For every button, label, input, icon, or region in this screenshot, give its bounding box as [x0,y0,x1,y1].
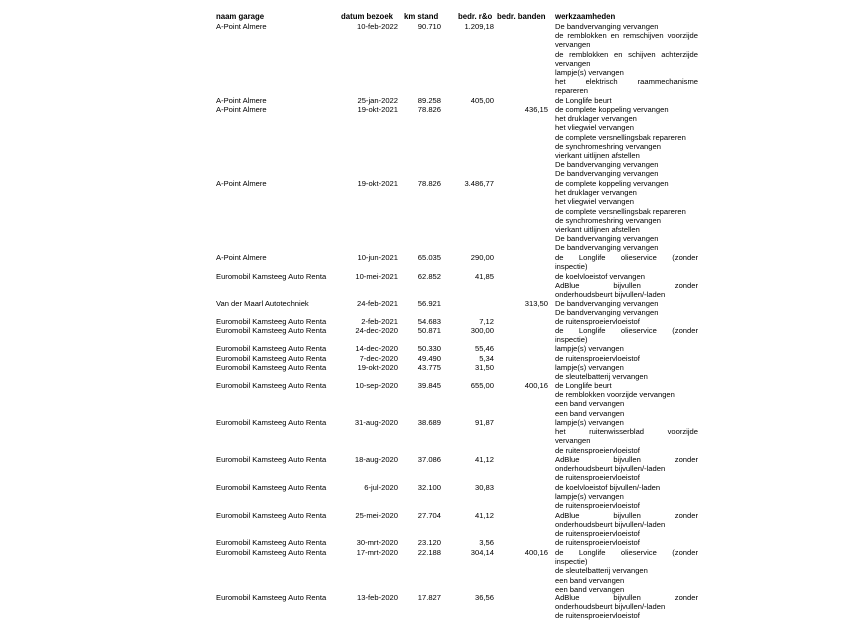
cell-datum: 10-mei-2021 [355,272,398,281]
werk-line: de Longlife beurt [555,381,612,390]
werk-line: het vliegwiel vervangen [555,197,634,207]
cell-datum: 30-mrt-2020 [356,538,398,547]
cell-ro: 405,00 [470,96,494,105]
werk-line: lampje(s) vervangen [555,363,624,372]
cell-ro: 41,85 [474,272,494,281]
cell-werkzaamheden [555,548,698,594]
header-garage: naam garage [216,12,265,21]
cell-banden: 400,16 [524,548,548,557]
werk-line: De bandvervanging vervangen [555,22,659,31]
cell-datum: 7-dec-2020 [359,354,398,363]
werk-line: een band vervangen [555,408,625,418]
werk-line: het vliegwiel vervangen [555,123,634,133]
cell-garage: Euromobil Kamsteeg Auto Renta [216,354,327,363]
cell-datum: 17-mrt-2020 [356,548,398,557]
cell-garage: Euromobil Kamsteeg Auto Renta [216,511,327,520]
cell-garage: Euromobil Kamsteeg Auto Renta [216,593,327,602]
cell-garage: A-Point Almere [216,105,267,114]
werk-line: vervangen [555,58,591,68]
werk-line: de complete koppeling vervangen [555,105,669,114]
werk-line: de koelvloeistof vervangen [555,272,645,281]
werk-line: het ruitenwisserblad voorzijde [555,427,698,437]
cell-garage: A-Point Almere [216,22,267,31]
cell-km: 62.852 [417,272,441,281]
cell-datum: 25-mei-2020 [355,511,398,520]
werk-line: de complete koppeling vervangen [555,179,669,188]
cell-km: 17.827 [417,593,441,602]
cell-datum: 19-okt-2021 [357,105,398,114]
werk-line: vervangen [555,436,591,446]
cell-km: 27.704 [417,511,441,520]
cell-garage: Euromobil Kamsteeg Auto Renta [216,548,327,557]
cell-ro: 1.209,18 [464,22,494,31]
cell-datum: 2-feb-2021 [361,317,398,326]
cell-datum: 25-jan-2022 [357,96,398,105]
cell-datum: 31-aug-2020 [354,418,398,427]
cell-garage: A-Point Almere [216,96,267,105]
werk-line: de ruitensproeiervloeistof [555,354,640,363]
cell-km: 50.330 [417,344,441,353]
cell-werkzaamheden [555,381,698,418]
cell-garage: Euromobil Kamsteeg Auto Renta [216,381,327,390]
header-banden: bedr. banden [497,12,546,21]
werk-line: De bandvervanging vervangen [555,308,659,318]
werk-line: het druklager vervangen [555,114,637,124]
werk-line: onderhoudsbeurt bijvullen/-laden [555,464,666,474]
werk-line: De bandvervanging vervangen [555,234,659,244]
cell-garage: Euromobil Kamsteeg Auto Renta [216,272,327,281]
cell-werkzaamheden [555,299,698,317]
cell-ro: 3,56 [479,538,494,547]
cell-ro: 3.486,77 [464,179,494,188]
werk-line: inspectie) [555,335,588,345]
werk-line: onderhoudsbeurt bijvullen/-laden [555,290,666,300]
cell-ro: 290,00 [470,253,494,262]
cell-km: 90.710 [417,22,441,31]
cell-km: 22.188 [417,548,441,557]
cell-km: 38.689 [417,418,441,427]
werk-line: lampje(s) vervangen [555,68,624,78]
werk-line: De bandvervanging vervangen [555,160,659,170]
cell-banden: 436,15 [524,105,548,114]
cell-km: 39.845 [417,381,441,390]
cell-werkzaamheden [555,105,698,179]
header-ro: bedr. r&o [458,12,493,21]
cell-datum: 24-feb-2021 [357,299,398,308]
cell-ro: 31,50 [474,363,494,372]
werk-line: vierkant uitlijnen afstellen [555,225,640,235]
werk-line: vierkant uitlijnen afstellen [555,151,640,161]
werk-line: repareren [555,86,588,96]
cell-datum: 10-sep-2020 [355,381,398,390]
werk-line: een band vervangen [555,399,625,409]
werk-line: de koelvloeistof bijvullen/-laden [555,483,661,492]
werk-line: de remblokken en schijven achterzijde [555,49,698,59]
werk-line: AdBlue bijvullen zonder [555,281,698,291]
cell-banden: 400,16 [524,381,548,390]
cell-werkzaamheden [555,593,698,621]
cell-werkzaamheden [555,22,698,96]
werk-line: de sleutelbatterij vervangen [555,566,648,576]
werk-line: een band vervangen [555,584,625,594]
cell-garage: Euromobil Kamsteeg Auto Renta [216,418,327,427]
cell-ro: 30,83 [474,483,494,492]
cell-datum: 13-feb-2020 [357,593,398,602]
werk-line: inspectie) [555,557,588,567]
cell-km: 65.035 [417,253,441,262]
werk-line: de synchromeshring vervangen [555,215,661,225]
cell-km: 50.871 [417,326,441,335]
cell-datum: 10-jun-2021 [357,253,398,262]
cell-datum: 14-dec-2020 [355,344,398,353]
cell-garage: Euromobil Kamsteeg Auto Renta [216,344,327,353]
cell-ro: 91,87 [474,418,494,427]
werk-line: het elektrisch raammechanisme [555,77,698,87]
cell-ro: 55,46 [474,344,494,353]
cell-werkzaamheden [555,253,698,271]
header-werk: werkzaamheden [555,12,616,21]
cell-werkzaamheden [555,317,698,326]
werk-line: de complete versnellingsbak repareren [555,132,686,142]
cell-garage: Euromobil Kamsteeg Auto Renta [216,326,327,335]
cell-garage: Euromobil Kamsteeg Auto Renta [216,483,327,492]
cell-garage: A-Point Almere [216,253,267,262]
cell-ro: 655,00 [470,381,494,390]
cell-datum: 10-feb-2022 [357,22,398,31]
cell-km: 32.100 [417,483,441,492]
werk-line: De bandvervanging vervangen [555,169,659,179]
werk-line: De bandvervanging vervangen [555,243,659,253]
werk-line: lampje(s) vervangen [555,344,624,353]
werk-line: lampje(s) vervangen [555,418,624,427]
werk-line: een band vervangen [555,575,625,585]
cell-km: 43.775 [417,363,441,372]
cell-ro: 5,34 [479,354,494,363]
cell-km: 78.826 [417,105,441,114]
werk-line: de Longlife olieservice (zonder [555,253,698,262]
cell-km: 89.258 [417,96,441,105]
werk-line: de complete versnellingsbak repareren [555,206,686,216]
cell-garage: Euromobil Kamsteeg Auto Renta [216,363,327,372]
cell-ro: 36,56 [474,593,494,602]
cell-garage: Van der Maarl Autotechniek [216,299,309,308]
werk-line: de ruitensproeiervloeistof [555,501,640,511]
cell-werkzaamheden [555,455,698,483]
werk-line: het druklager vervangen [555,188,637,198]
werk-line: de Longlife beurt [555,96,612,105]
cell-ro: 304,14 [470,548,494,557]
werk-line: de synchromeshring vervangen [555,141,661,151]
cell-datum: 18-aug-2020 [354,455,398,464]
cell-km: 56.921 [417,299,441,308]
cell-werkzaamheden [555,354,698,363]
werk-line: de remblokken en remschijven voorzijde [555,31,698,41]
cell-werkzaamheden [555,326,698,344]
werk-line: de ruitensproeiervloeistof [555,473,640,483]
cell-werkzaamheden [555,179,698,253]
cell-ro: 41,12 [474,455,494,464]
werk-line: AdBlue bijvullen zonder [555,511,698,520]
header-datum: datum bezoek [341,12,393,21]
werk-line: de Longlife olieservice (zonder [555,326,698,335]
cell-datum: 24-dec-2020 [355,326,398,335]
cell-werkzaamheden [555,418,698,455]
cell-garage: Euromobil Kamsteeg Auto Renta [216,317,327,326]
cell-ro: 7,12 [479,317,494,326]
cell-datum: 6-jul-2020 [364,483,398,492]
cell-ro: 300,00 [470,326,494,335]
werk-line: de ruitensproeiervloeistof [555,529,640,539]
cell-garage: Euromobil Kamsteeg Auto Renta [216,455,327,464]
cell-datum: 19-okt-2020 [357,363,398,372]
cell-werkzaamheden [555,96,698,105]
cell-ro: 41,12 [474,511,494,520]
werk-line: de Longlife olieservice (zonder [555,548,698,557]
cell-werkzaamheden [555,363,698,381]
cell-werkzaamheden [555,272,698,300]
cell-werkzaamheden [555,511,698,539]
cell-km: 78.826 [417,179,441,188]
werk-line: onderhoudsbeurt bijvullen/-laden [555,520,666,530]
cell-datum: 19-okt-2021 [357,179,398,188]
werk-line: onderhoudsbeurt bijvullen/-laden [555,602,666,612]
werk-line: de remblokken voorzijde vervangen [555,390,675,400]
werk-line: vervangen [555,40,591,50]
werk-line: AdBlue bijvullen zonder [555,593,698,602]
werk-line: De bandvervanging vervangen [555,299,659,308]
werk-line: de ruitensproeiervloeistof [555,611,640,621]
cell-werkzaamheden [555,344,698,353]
cell-werkzaamheden [555,483,698,511]
cell-garage: A-Point Almere [216,179,267,188]
cell-km: 54.683 [417,317,441,326]
cell-km: 49.490 [417,354,441,363]
cell-banden: 313,50 [524,299,548,308]
werk-line: de ruitensproeiervloeistof [555,317,640,326]
werk-line: de ruitensproeiervloeistof [555,445,640,455]
werk-line: lampje(s) vervangen [555,492,624,502]
cell-km: 23.120 [417,538,441,547]
werk-line: de sleutelbatterij vervangen [555,372,648,382]
cell-garage: Euromobil Kamsteeg Auto Renta [216,538,327,547]
werk-line: AdBlue bijvullen zonder [555,455,698,464]
header-km: km stand [404,12,439,21]
cell-werkzaamheden [555,538,698,547]
werk-line: de ruitensproeiervloeistof [555,538,640,547]
cell-km: 37.086 [417,455,441,464]
werk-line: inspectie) [555,262,588,272]
